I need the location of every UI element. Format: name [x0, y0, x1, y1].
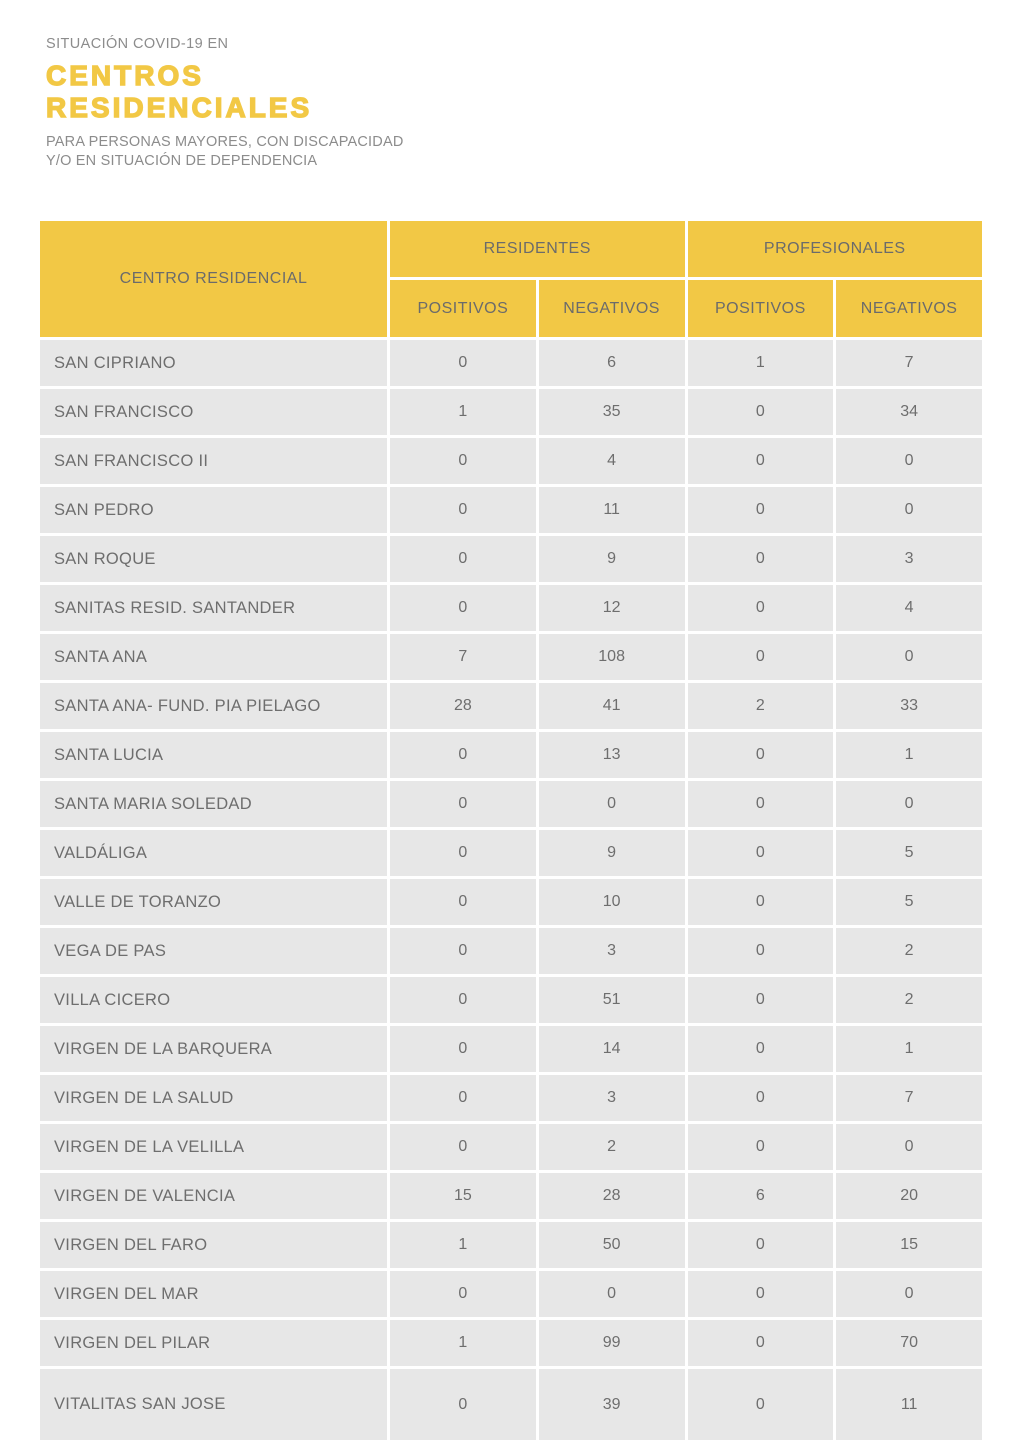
- value-cell: 0: [390, 1124, 536, 1170]
- centro-name-cell: VIRGEN DEL FARO: [40, 1222, 387, 1268]
- value-cell: 0: [688, 1222, 834, 1268]
- value-cell: 0: [390, 536, 536, 582]
- table-row: [40, 1369, 982, 1440]
- table-row: [40, 1124, 982, 1170]
- value-cell: 0: [390, 781, 536, 827]
- table-row: [40, 928, 982, 974]
- table-row: [40, 585, 982, 631]
- table-row: [40, 683, 982, 729]
- value-cell: 0: [688, 1369, 834, 1440]
- subheader-profesionales-positivos: POSITIVOS: [688, 280, 834, 337]
- value-cell: 15: [390, 1173, 536, 1219]
- table-row: [40, 879, 982, 925]
- value-cell: 35: [539, 389, 685, 435]
- value-cell: 0: [390, 879, 536, 925]
- value-cell: 1: [688, 340, 834, 386]
- value-cell: 0: [836, 487, 982, 533]
- centro-name-cell: SAN PEDRO: [40, 487, 387, 533]
- centro-name-cell: SAN ROQUE: [40, 536, 387, 582]
- value-cell: 0: [836, 634, 982, 680]
- table-row: [40, 830, 982, 876]
- value-cell: 0: [390, 438, 536, 484]
- value-cell: 0: [688, 585, 834, 631]
- value-cell: 34: [836, 389, 982, 435]
- value-cell: 28: [539, 1173, 685, 1219]
- value-cell: 5: [836, 879, 982, 925]
- value-cell: 99: [539, 1320, 685, 1366]
- value-cell: 20: [836, 1173, 982, 1219]
- value-cell: 0: [688, 830, 834, 876]
- value-cell: 0: [390, 928, 536, 974]
- centro-name-cell: SAN CIPRIANO: [40, 340, 387, 386]
- value-cell: 0: [688, 1075, 834, 1121]
- covid-status-table: [40, 221, 982, 1440]
- value-cell: 4: [836, 585, 982, 631]
- value-cell: 2: [836, 928, 982, 974]
- value-cell: 0: [688, 928, 834, 974]
- centro-name-cell: VIRGEN DE LA SALUD: [40, 1075, 387, 1121]
- column-header-centro-residencial: CENTRO RESIDENCIAL: [40, 221, 387, 337]
- value-cell: 39: [539, 1369, 685, 1440]
- value-cell: 2: [836, 977, 982, 1023]
- centro-name-cell: SANTA LUCIA: [40, 732, 387, 778]
- table-row: [40, 536, 982, 582]
- value-cell: 1: [390, 1320, 536, 1366]
- value-cell: 50: [539, 1222, 685, 1268]
- value-cell: 1: [390, 389, 536, 435]
- value-cell: 0: [836, 781, 982, 827]
- value-cell: 108: [539, 634, 685, 680]
- value-cell: 0: [539, 1271, 685, 1317]
- centro-name-cell: VIRGEN DEL MAR: [40, 1271, 387, 1317]
- value-cell: 70: [836, 1320, 982, 1366]
- value-cell: 0: [539, 781, 685, 827]
- subheader-profesionales-negativos: NEGATIVOS: [836, 280, 982, 337]
- value-cell: 7: [836, 340, 982, 386]
- value-cell: 14: [539, 1026, 685, 1072]
- value-cell: 0: [688, 781, 834, 827]
- centro-name-cell: VIRGEN DE LA BARQUERA: [40, 1026, 387, 1072]
- value-cell: 6: [688, 1173, 834, 1219]
- value-cell: 41: [539, 683, 685, 729]
- page-title-line1: CENTROS: [46, 60, 204, 91]
- value-cell: 51: [539, 977, 685, 1023]
- centro-name-cell: VILLA CICERO: [40, 977, 387, 1023]
- centro-name-cell: SANTA MARIA SOLEDAD: [40, 781, 387, 827]
- value-cell: 10: [539, 879, 685, 925]
- centro-name-cell: VEGA DE PAS: [40, 928, 387, 974]
- value-cell: 11: [836, 1369, 982, 1440]
- centro-name-cell: SANTA ANA: [40, 634, 387, 680]
- value-cell: 9: [539, 536, 685, 582]
- value-cell: 0: [390, 977, 536, 1023]
- value-cell: 0: [836, 1271, 982, 1317]
- value-cell: 0: [390, 340, 536, 386]
- subheader-residentes-positivos: POSITIVOS: [390, 280, 536, 337]
- centro-name-cell: VALDÁLIGA: [40, 830, 387, 876]
- value-cell: 0: [390, 1026, 536, 1072]
- value-cell: 15: [836, 1222, 982, 1268]
- value-cell: 0: [688, 487, 834, 533]
- page-subtitle: [46, 133, 404, 171]
- table-row: [40, 1222, 982, 1268]
- value-cell: 0: [390, 1075, 536, 1121]
- value-cell: 1: [390, 1222, 536, 1268]
- subheader-residentes-negativos: NEGATIVOS: [539, 280, 685, 337]
- value-cell: 0: [390, 1369, 536, 1440]
- table-body: [40, 340, 982, 1440]
- centro-name-cell: SAN FRANCISCO II: [40, 438, 387, 484]
- page-title: [46, 60, 404, 124]
- table-row: [40, 1026, 982, 1072]
- value-cell: 0: [688, 732, 834, 778]
- value-cell: 0: [688, 1026, 834, 1072]
- value-cell: 0: [688, 536, 834, 582]
- centro-name-cell: SANTA ANA- FUND. PIA PIELAGO: [40, 683, 387, 729]
- value-cell: 9: [539, 830, 685, 876]
- centro-name-cell: VALLE DE TORANZO: [40, 879, 387, 925]
- table-row: [40, 634, 982, 680]
- page-title-line2: RESIDENCIALES: [46, 91, 313, 123]
- value-cell: 2: [688, 683, 834, 729]
- centro-name-cell: VIRGEN DE VALENCIA: [40, 1173, 387, 1219]
- value-cell: 2: [539, 1124, 685, 1170]
- value-cell: 0: [688, 634, 834, 680]
- centro-name-cell: SANITAS RESID. SANTANDER: [40, 585, 387, 631]
- header-kicker: SITUACIÓN COVID-19 EN: [46, 36, 229, 52]
- value-cell: 3: [836, 536, 982, 582]
- value-cell: 0: [688, 438, 834, 484]
- table-header: [40, 221, 982, 337]
- table-row: [40, 389, 982, 435]
- value-cell: 0: [390, 487, 536, 533]
- value-cell: 1: [836, 732, 982, 778]
- value-cell: 1: [836, 1026, 982, 1072]
- value-cell: 0: [390, 732, 536, 778]
- value-cell: 0: [390, 1271, 536, 1317]
- value-cell: 0: [836, 1124, 982, 1170]
- table-row: [40, 1075, 982, 1121]
- value-cell: 0: [688, 1124, 834, 1170]
- value-cell: 7: [836, 1075, 982, 1121]
- value-cell: 12: [539, 585, 685, 631]
- group-header-profesionales: PROFESIONALES: [688, 221, 983, 277]
- table-row: [40, 438, 982, 484]
- value-cell: 3: [539, 928, 685, 974]
- value-cell: 0: [688, 389, 834, 435]
- value-cell: 0: [688, 977, 834, 1023]
- value-cell: 4: [539, 438, 685, 484]
- table-row: [40, 1271, 982, 1317]
- value-cell: 0: [688, 879, 834, 925]
- centro-name-cell: SAN FRANCISCO: [40, 389, 387, 435]
- page-subtitle-line2: Y/O EN SITUACIÓN DE DEPENDENCIA: [46, 152, 318, 169]
- group-header-residentes: RESIDENTES: [390, 221, 685, 277]
- value-cell: 0: [390, 830, 536, 876]
- value-cell: 0: [836, 438, 982, 484]
- page-header: [46, 36, 404, 171]
- table-row: [40, 1320, 982, 1366]
- page-subtitle-line1: PARA PERSONAS MAYORES, CON DISCAPACIDAD: [46, 133, 404, 150]
- value-cell: 0: [688, 1320, 834, 1366]
- table-row: [40, 781, 982, 827]
- centro-name-cell: VIRGEN DE LA VELILLA: [40, 1124, 387, 1170]
- value-cell: 7: [390, 634, 536, 680]
- value-cell: 0: [688, 1271, 834, 1317]
- value-cell: 13: [539, 732, 685, 778]
- value-cell: 5: [836, 830, 982, 876]
- value-cell: 28: [390, 683, 536, 729]
- value-cell: 0: [390, 585, 536, 631]
- value-cell: 33: [836, 683, 982, 729]
- table-row: [40, 732, 982, 778]
- table-row: [40, 487, 982, 533]
- table-row: [40, 977, 982, 1023]
- table-row: [40, 340, 982, 386]
- value-cell: 11: [539, 487, 685, 533]
- centro-name-cell: VITALITAS SAN JOSE: [40, 1369, 387, 1440]
- value-cell: 3: [539, 1075, 685, 1121]
- table-row: [40, 1173, 982, 1219]
- centro-name-cell: VIRGEN DEL PILAR: [40, 1320, 387, 1366]
- value-cell: 6: [539, 340, 685, 386]
